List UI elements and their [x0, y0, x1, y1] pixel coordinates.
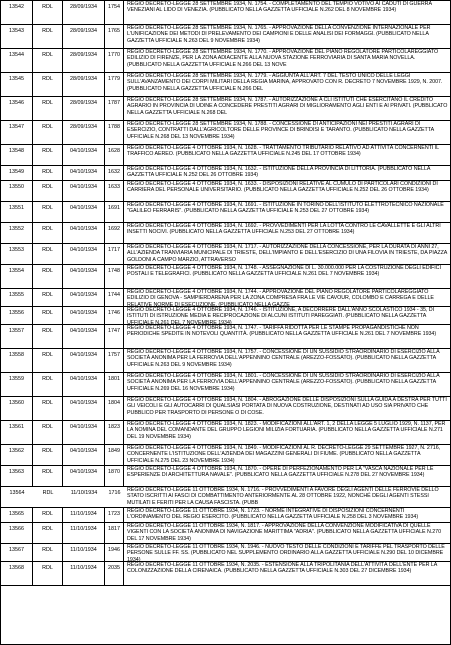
act-description: REGIO DECRETO-LEGGE 4 OTTOBRE 1934, N. 1849. - MODIFICAZIONI AL R. DECRETO-LEGGE 29 SETTEMBRE 1927, N. 2716, CONCERNENTE L'ISTITUZIONE DELL'AZIENDA DEI MAGAZZINI GENERALI DI FIUME. (PUBBLICATO NELLA GAZZETTA UFFICIALE N.275 DEL 23 NOVEMBRE 1934): [127, 445, 441, 464]
act-date: 04/10/1934: [63, 166, 105, 180]
act-date: 28/09/1934: [63, 121, 105, 144]
act-date: 04/10/1934: [63, 181, 105, 201]
act-type: RDL: [33, 73, 63, 96]
act-date: 11/10/1934: [63, 508, 105, 522]
table-row: [1, 349, 450, 373]
act-description: REGIO DECRETO-LEGGE 4 OTTOBRE 1934, N. 1746. - ISTITUZIONE, A DECORRERE DALL'ANNO SCOLASTICO 1934 - 35, DI ISTITUTI DI ISTRUZIONE MEDIA E RECIPROCAZIONE DI ALCUNI ISTITUTI PAREGGIATI. (PUBBLICATO NELLA GAZZETTA UFFICIALE N.261 DEL 7 NOVEMBRE 1934): [127, 307, 435, 324]
table-row: [1, 145, 450, 166]
act-type: RDL: [33, 508, 63, 522]
act-description: REGIO DECRETO-LEGGE 11 OTTOBRE 1934, N. 1817. - APPROVAZIONE DELLA CONVENZIONE MODIFICATIVA DI QUELLE VIGENTI CON LA SOCIETÀ ANONIMA DI NAVIGAZIONE MARITTIMA "ADRIA". (PUBBLICATO NELLA GAZZETTA UFFICIALE N.270 DEL 17 NOVEMBRE 1934): [127, 523, 441, 542]
act-date: 04/10/1934: [63, 397, 105, 420]
record-id: 13567: [1, 544, 33, 561]
act-number: 1633: [105, 181, 124, 201]
act-type: RDL: [42, 490, 54, 496]
act-type: RDL: [33, 307, 63, 324]
act-description: REGIO DECRETO-LEGGE 4 OTTOBRE 1934, N. 1632. - ISTITUZIONE DELLA PROVINCIA DI LITTORIA. (PUBBLICATO NELLA GAZZETTA UFFICIALE N.252 DEL 26 OTTOBRE 1934): [127, 166, 431, 179]
record-id: 13558: [1, 349, 33, 372]
table-row: [1, 508, 450, 523]
table-row: [1, 373, 450, 397]
act-date: 28/09/1934: [63, 25, 105, 48]
act-number: 1823: [105, 421, 124, 444]
act-date: 28/09/1934: [63, 73, 105, 96]
act-date: 04/10/1934: [63, 289, 105, 306]
table-row: [1, 244, 450, 265]
record-id: 13561: [1, 421, 33, 444]
table-row: [1, 307, 450, 325]
act-type: RDL: [33, 466, 63, 486]
act-number: 1691: [105, 202, 124, 222]
record-id: 13568: [1, 562, 33, 585]
act-description: REGIO DECRETO-LEGGE 4 OTTOBRE 1934, N. 1801. - CONCESSIONE DI UN SUSSIDIO STRAORDINARIO DI ESERCIZIO ALLA SOCIETÀ ANONIMA PER LA FERROVIA DELL'APPENNINO CENTRALE (AREZZO-FOSSATO). (PUBBLICATO NELLA GAZZETTA UFFICIALE N.269 DEL 16 NOVEMBRE 1934): [127, 373, 440, 392]
act-description: REGIO DECRETO-LEGGE 28 SETTEMBRE 1934, N. 1787. - AUTORIZZAZIONE A CLI ISTITUTI CHE ESERCITANO IL CREDITO AGRARIO IN PROVINCIA DI UDINE A CONCEDERE PRESTITI AGRARI DI MIGLIORAMENTO AGLI ENTI E AI PRIVATI. (PUBBLICATO NELLA GAZZETTA UFFICIALE N.268 DEL: [127, 97, 448, 116]
table-row: [1, 466, 450, 487]
record-id: 13551: [1, 202, 33, 222]
act-description: REGIO DECRETO-LEGGE 4 OTTOBRE 1934, N. 1823. - MODIFICAZIONI ALL'ART. 1, 2 DELLA LEGGE 5 LUGLIO 1929, N. 1137, PER LA NOMINA DEL COMANDANTE DEL GRUPPO LEGIONI MILIZIA FORTUARIA. (PUBBLICATO NELLA GAZZETTA UFFICIALE N.271 DEL 19 NOVEMBRE 1934): [127, 421, 446, 440]
act-number: 1801: [105, 373, 124, 396]
act-number: 1748: [105, 265, 124, 288]
act-number: 1754: [105, 1, 124, 24]
act-type: RDL: [33, 397, 63, 420]
act-date: 04/10/1934: [63, 307, 105, 324]
act-number: 1744: [105, 289, 124, 306]
act-description: REGIO DECRETO-LEGGE 28 SETTEMBRE 1934, N. 1754. - COMPLETAMENTO DEL TEMPIO VOTIVO AI CADUTI DI GUERRA VENEZIANI AL LIDO DI VENEZIA. (PUBBLICATO NELLA GAZZETTA UFFICIALE N.262 DEL 8 NOVEMBRE 1934): [127, 1, 432, 14]
act-description: REGIO DECRETO-LEGGE 11 OTTOBRE 1934, N. 1946. - NUOVO TESTO DELLE CONDIZIONI E TARIFFE PEL TRASPORTO DELLE PERSONE SULLE FF. SS. (PUBBLICATO NEL SUPPLEMENTO ORDINARIO ALLA GAZZETTA UFFICIALE N.290 DEL 10 DICEMBRE 1934): [127, 544, 445, 561]
act-type: RDL: [33, 97, 63, 120]
act-description: REGIO DECRETO-LEGGE 11 OTTOBRE 1934, N. 1723. - NORME INTEGRATIVE DI DISPOSIZIONI CONCERNENTI L'ORDINAMENTO DEL REGIO ESERCITO. (PUBBLICATO NELLA GAZZETTA UFFICIALE N.258 DEL 3 NOVEMBRE 1934): [127, 508, 419, 521]
table-row: [1, 325, 450, 349]
act-description: REGIO DECRETO-LEGGE 28 SETTEMBRE 1934, N. 1788. - CONCESSIONE DI ANTICIPAZIONI NEI PRESTITI AGRARI DI ESERCIZIO, CONTRATTI DALL'AGRICOLTORE DELLE PROVINCE DI BRINDISI E TARANTO. (PUBBLICATO NELLA GAZZETTA UFFICIALE N.268 DEL 13 NOVEMBRE 1934): [127, 121, 434, 140]
table-row: [1, 202, 450, 223]
act-number: 1946: [105, 544, 124, 561]
table-row: [1, 523, 450, 544]
act-type: RDL: [33, 244, 63, 264]
act-date: 04/10/1934: [63, 325, 105, 348]
act-description: REGIO DECRETO-LEGGE 4 OTTOBRE 1934, N. 1717. - AUTORIZZAZIONE DELLA CONCESSIONE, PER LA DURATA DI ANNI 27, ALL'AZIENDA TRANVIARIA MUNICIPALE DI TRIESTE, DELL'IMPIANTO E DELL'ESERCIZIO DI UNA FILOVIA IN TRIESTE, DA PIAZZA GOLDONI A CAMPO MARZIO, ATTRAVERSO: [127, 244, 448, 263]
act-number: 1849: [105, 445, 124, 465]
act-date: 11/10/1934: [70, 490, 98, 496]
record-id: 13559: [1, 373, 33, 396]
table-row: [1, 49, 450, 73]
table-row: [1, 223, 450, 244]
act-description: REGIO DECRETO-LEGGE 28 SETTEMBRE 1934, N. 1779. - AGGIUNTA ALL'ART. 7 DEL TESTO UNICO DELLE LEGGI SULL'AVANZAMENTO DEI CORPI MILITARI DELLA REGIA MARINA, APPROVATO CON R. DECRETO 7 NOVEMBRE 1929, N. 2007. (PUBBLICATO NELLA GAZZETTA UFFICIALE N.266 DEL: [127, 73, 443, 92]
act-date: 28/09/1934: [63, 97, 105, 120]
act-date: 04/10/1934: [63, 349, 105, 372]
act-description: REGIO DECRETO-LEGGE 4 OTTOBRE 1934, N. 1870. - OPERE DI PERFEZIONAMENTO PER LA "VASCA NAZIONALE PER LE ESPERIENZE DI ARCHITETTURA NAVALE". (PUBBLICATO NELLA GAZZETTA UFFICIALE N.278 DEL 27 NOVEMBRE 1934): [127, 466, 434, 479]
record-id: 13552: [1, 223, 33, 243]
act-type: RDL: [33, 1, 63, 24]
table-row: [1, 562, 450, 586]
act-description: REGIO DECRETO-LEGGE 4 OTTOBRE 1934, N. 1691. - ISTITUZIONE IN TORINO DELL'ISTITUTO ELETTROTECNICO NAZIONALE "GALILEO FERRARIS". (PUBBLICATO NELLA GAZZETTA UFFICIALE N.253 DEL 27 OTTOBRE 1934): [127, 202, 444, 215]
record-id: 13543: [1, 25, 33, 48]
act-date: 11/10/1934: [63, 544, 105, 561]
table-row: [1, 97, 450, 121]
act-date: 04/10/1934: [63, 265, 105, 288]
record-id: 13556: [1, 307, 33, 324]
record-id: 13544: [1, 49, 33, 72]
record-id: 13565: [1, 508, 33, 522]
act-type: RDL: [33, 349, 63, 372]
record-id: 13549: [1, 166, 33, 180]
record-id: 13562: [1, 445, 33, 465]
table-row: [1, 445, 450, 466]
act-date: 28/09/1934: [63, 1, 105, 24]
act-date: 04/10/1934: [63, 223, 105, 243]
act-number: 1692: [105, 223, 124, 243]
act-type: RDL: [33, 562, 63, 585]
record-id: 13553: [1, 244, 33, 264]
record-id: 13548: [1, 145, 33, 165]
act-description: REGIO DECRETO-LEGGE 28 SETTEMBRE 1934, N. 1765. - APPROVAZIONE DELLA CONVENZIONE INTERNAZIONALE PER L'UNIFICAZIONE DEI METODI DI PRELEVAMENTO DEI CAMPIONI E DELLE ANALISI DEI FORMAGGI. (PUBBLICATO NELLA GAZZETTA UFFICIALE N.263 DEL 9 NOVEMBRE 1934): [127, 25, 431, 44]
act-description: REGIO DECRETO-LEGGE 4 OTTOBRE 1934, N. 1757. - CONCESSIONE DI UN SUSSIDIO STRAORDINARIO DI ESERCIZIO ALLA SOCIETÀ ANONIMA PER LA FERROVIA DELL'APPENNINO CENTRALE (AREZZO-FOSSATO). (PUBBLICATO NELLA GAZZETTA UFFICIALE N.263 DEL 9 NOVEMBRE 1934): [127, 349, 440, 368]
act-date: 04/10/1934: [63, 445, 105, 465]
act-type: RDL: [33, 523, 63, 543]
act-type: RDL: [33, 289, 63, 306]
act-type: RDL: [33, 373, 63, 396]
act-number: 1770: [105, 49, 124, 72]
act-number: 1804: [105, 397, 124, 420]
record-id: 13566: [1, 523, 33, 543]
act-number: 1723: [105, 508, 124, 522]
act-date: 11/10/1934: [63, 562, 105, 585]
record-id: 13563: [1, 466, 33, 486]
record-id: 13557: [1, 325, 33, 348]
act-description: REGIO DECRETO-LEGGE 4 OTTOBRE 1934, N. 1804. - ABROGAZIONE DELLE DISPOSIZIONI SULLA GUIDA A DESTRA PER TUTTI GLI VEICOLI E GLI AUTOCARRI DI QUALSIASI PORTATA DI NUOVA COSTRUZIONE, DESTINATI AD USO SIA PRIVATO CHE PUBBLICO PER TRASPORTO DI PERSONE O DI COSE.: [127, 397, 447, 416]
act-number: 1746: [105, 307, 124, 324]
act-description: REGIO DECRETO-LEGGE 4 OTTOBRE 1934, N. 1748. - ASSEGNAZIONE DI L. 30.000.000 PER LA COSTRUZIONE DEGLI EDIFICI POSTALI E TELEGRAFICI. (PUBBLICATO NELLA GAZZETTA UFFICIALE N.261 DEL 7 NOVEMBRE 1934): [127, 265, 441, 278]
act-description: REGIO DECRETO-LEGGE 11 OTTOBRE 1934, N. 1716. - PROVVEDIMENTI A FAVORE DEGLI AGENTI DELLE FERROVIE DELLO STATO ISCRITTI AI FASCI DI COMBATTIMENTO ANTERIORMENTE AL 28 OTTOBRE 1922, NONCHÉ DEGLI AGENTI STESSI MUTILATI E FERITI PER LA CAUSA FASCISTA. (PUBB: [127, 487, 439, 506]
act-date: 04/10/1934: [63, 202, 105, 222]
act-type: RDL: [33, 181, 63, 201]
act-number: 1757: [105, 349, 124, 372]
act-description: REGIO DECRETO-LEGGE 11 OTTOBRE 1934, N. 2035. - ESTENSIONE ALLA TRIPOLITANIA DELL'ATTIVITÀ DELL'ENTE PER LA COLONIZZAZIONE DELLA CIRENAICA. (PUBBLICATO NELLA GAZZETTA UFFICIALE N.303 DEL 27 DICEMBRE 1934): [127, 562, 437, 575]
act-number: 2035: [105, 562, 124, 585]
table-row: [1, 181, 450, 202]
record-id: 13550: [1, 181, 33, 201]
table-row: [1, 397, 450, 421]
act-number: 1716: [108, 490, 121, 496]
act-type: RDL: [33, 25, 63, 48]
record-id: 13542: [1, 1, 33, 24]
act-date: 04/10/1934: [63, 244, 105, 264]
act-type: RDL: [33, 325, 63, 348]
act-number: 1779: [105, 73, 124, 96]
act-number: 1747: [105, 325, 124, 348]
record-id: 13554: [1, 265, 33, 288]
act-number: 1717: [105, 244, 124, 264]
table-row: [1, 25, 450, 49]
act-type: RDL: [33, 166, 63, 180]
act-date: 04/10/1934: [63, 145, 105, 165]
table-row: [1, 289, 450, 307]
act-date: 04/10/1934: [63, 421, 105, 444]
act-number: 1817: [105, 523, 124, 543]
act-type: RDL: [33, 49, 63, 72]
act-type: RDL: [33, 421, 63, 444]
act-date: 04/10/1934: [63, 373, 105, 396]
record-id: 13560: [1, 397, 33, 420]
table-row: [1, 166, 450, 181]
act-type: RDL: [33, 445, 63, 465]
act-number: 1632: [105, 166, 124, 180]
act-description: REGIO DECRETO-LEGGE 28 SETTEMBRE 1934, N. 1770. - APPROVAZIONE DEL PIANO REGOLATORE PARTICOLAREGGIATO EDILIZIO DI FIRENZE, PER LA ZONA ADIACENTE ALLA NUOVA STAZIONE FERROVIARIA DI SANTA MARIA NOVELLA. (PUBBLICATO NELLA GAZZETTA UFFICIALE N.266 DEL 13 NOVE: [127, 49, 439, 68]
act-type: RDL: [33, 145, 63, 165]
act-number: 1628: [105, 145, 124, 165]
table-row: [1, 487, 450, 508]
act-number: 1765: [105, 25, 124, 48]
record-id: 13546: [1, 97, 33, 120]
table-row: [1, 73, 450, 97]
act-description: REGIO DECRETO-LEGGE 4 OTTOBRE 1934, N. 1692. - PROVVEDIMENTI PER LA LOTTA CONTRO LE CAVALLETTE E GLI ALTRI INSETTI NOCIVI. (PUBBLICATO NELLA GAZZETTA UFFICIALE N.253 DEL 27 OTTOBRE 1934): [127, 223, 441, 236]
record-id: 13545: [1, 73, 33, 96]
table-row: [1, 121, 450, 145]
table-row: [1, 1, 450, 25]
act-type: RDL: [33, 265, 63, 288]
act-type: RDL: [33, 223, 63, 243]
act-number: 1788: [105, 121, 124, 144]
act-description: REGIO DECRETO-LEGGE 4 OTTOBRE 1934, N. 1747. - TARIFFA RIDOTTA PER LE STAMPE PROPAGANDISTICHE NON PERIODICHE SPEDITE IN NOTEVOLI QUANTITÀ. (PUBBLICATO NELLA GAZZETTA UFFICIALE N.261 DEL 7 NOVEMBRE 1934): [127, 325, 437, 338]
table-row: [1, 421, 450, 445]
table-row: [1, 265, 450, 289]
act-number: 1870: [105, 466, 124, 486]
act-description: REGIO DECRETO-LEGGE 4 OTTOBRE 1934, N. 1633. - DISPOSIZIONI RELATIVE AL CUMULO DI PARTICOLARI CONDIZIONI DI CARRIERA DEL PERSONALE UNIVERSITARIO. (PUBBLICATO NELLA GAZZETTA UFFICIALE N.252 DEL 26 OTTOBRE 1934): [127, 181, 438, 194]
record-id: 13564: [9, 490, 25, 496]
table-row: [1, 544, 450, 562]
record-id: 13555: [1, 289, 33, 306]
record-id: 13547: [1, 121, 33, 144]
act-date: 04/10/1934: [63, 466, 105, 486]
act-type: RDL: [33, 544, 63, 561]
act-number: 1787: [105, 97, 124, 120]
act-date: 28/09/1934: [63, 49, 105, 72]
act-type: RDL: [33, 202, 63, 222]
act-description: REGIO DECRETO-LEGGE 4 OTTOBRE 1934, N. 1744. - APPROVAZIONE DEL PIANO REGOLATORE PARTICOLAREGGIATO EDILIZIO DI GENOVA - SAMPIERDARENA PER LA ZONA COMPRESA FRA LE VIE CAVOUR, COLOMBO E CARREGA E DELLE RELATIVE NORME DI ESECUZIONE. (PUBBLICATO NELLA GAZZE: [127, 289, 434, 306]
act-description: REGIO DECRETO-LEGGE 4 OTTOBRE 1934, N. 1628. - TRATTAMENTO TRIBUTARIO RELATIVO AD ATTIVITÀ CONCERNENTI IL TRAFFICO AEREO. (PUBBLICATO NELLA GAZZETTA UFFICIALE N.245 DEL 17 OTTOBRE 1934): [127, 145, 439, 158]
act-date: 11/10/1934: [63, 523, 105, 543]
act-type: RDL: [33, 121, 63, 144]
